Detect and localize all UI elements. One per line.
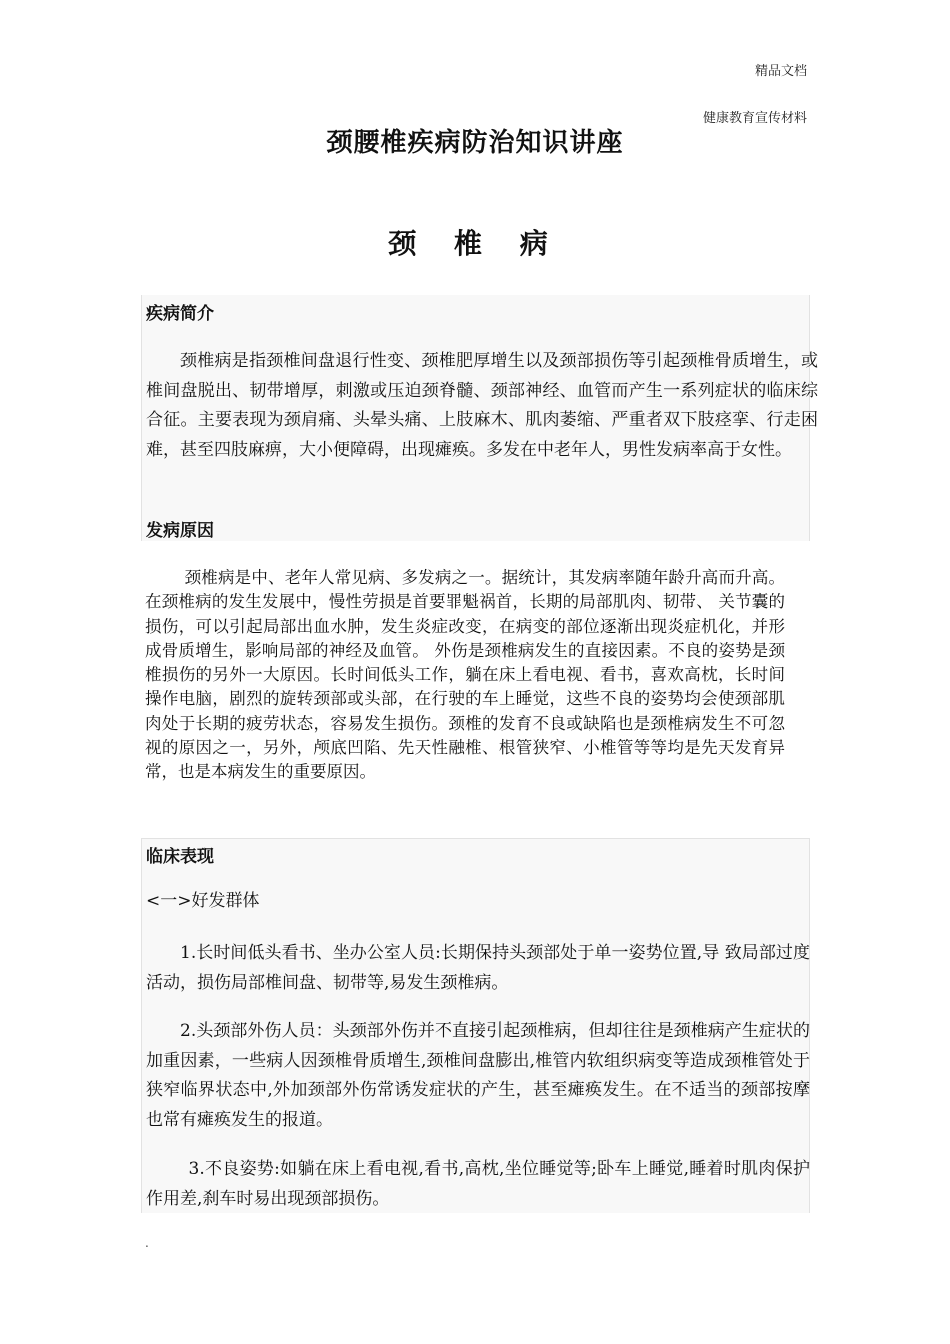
section-title: 颈 椎 病: [388, 227, 562, 260]
clinical-subheading: <一>好发群体: [146, 891, 260, 911]
page-title: 颈腰椎疾病防治知识讲座: [326, 128, 624, 158]
clinical-item-3: 3.不良姿势:如躺在床上看电视,看书,高枕,坐位睡觉等;卧车上睡觉,睡着时肌肉保护作用差,刹车时易出现颈部损伤。: [146, 1159, 810, 1209]
cause-heading: 发病原因: [146, 521, 214, 541]
clinical-box: [141, 838, 810, 1213]
clinical-item-2: 2.头颈部外伤人员：头颈部外伤并不直接引起颈椎病，但却往往是颈椎病产生症状的加重因素，一些病人因颈椎骨质增生,颈椎间盘膨出,椎管内软组织病变等造成颈椎管处于狭窄临界状态中,外加颈部外伤常诱发症状的产生，甚至瘫痪发生。在不适当的颈部按摩也常有瘫痪发生的报道。: [146, 1021, 810, 1130]
footer-mark: .: [145, 1236, 149, 1250]
clinical-heading: 临床表现: [146, 847, 214, 867]
document-subtitle: 健康教育宣传材料: [702, 111, 807, 126]
cause-paragraph: 颈椎病是中、老年人常见病、多发病之一。据统计，其发病率随年龄升高而升高。在颈椎病的发生发展中，慢性劳损是首要罪魁祸首，长期的局部肌肉、韧带、 关节囊的损伤，可以引起局部出血水肿，发生炎症改变，在病变的部位逐渐出现炎症机化，并形成骨质增生，影响局部的神经及血管。 外伤是颈椎病发生的直接因素。不良的姿势是颈椎损伤的另外一大原因。长时间低头工作，躺在床上看电视、看书，喜欢高枕，长时间操作电脑，剧烈的旋转颈部或头部，在行驶的车上睡觉，这些不良的姿势均会使颈部肌肉处于长期的疲劳状态，容易发生损伤。颈椎的发育不良或缺陷也是颈椎病发生不可忽视的原因之一，另外，颅底凹陷、先天性融椎、根管狭窄、小椎管等等均是先天发育异常，也是本病发生的重要原因。: [145, 568, 785, 782]
watermark-text: 精品文档: [754, 64, 807, 79]
clinical-item-1: 1.长时间低头看书、坐办公室人员:长期保持头颈部处于单一姿势位置,导 致局部过度活动，损伤局部椎间盘、韧带等,易发生颈椎病。: [146, 943, 810, 993]
intro-box: [141, 295, 818, 541]
intro-heading: 疾病简介: [146, 304, 214, 324]
intro-paragraph: 颈椎病是指颈椎间盘退行性变、颈椎肥厚增生以及颈部损伤等引起颈椎骨质增生，或椎间盘脱出、韧带增厚，刺激或压迫颈脊髓、颈部神经、血管而产生一系列症状的临床综合征。主要表现为颈肩痛、头晕头痛、上肢麻木、肌肉萎缩、严重者双下肢痉挛、行走困难，甚至四肢麻痹，大小便障碍，出现瘫痪。多发在中老年人，男性发病率高于女性。: [146, 351, 818, 460]
